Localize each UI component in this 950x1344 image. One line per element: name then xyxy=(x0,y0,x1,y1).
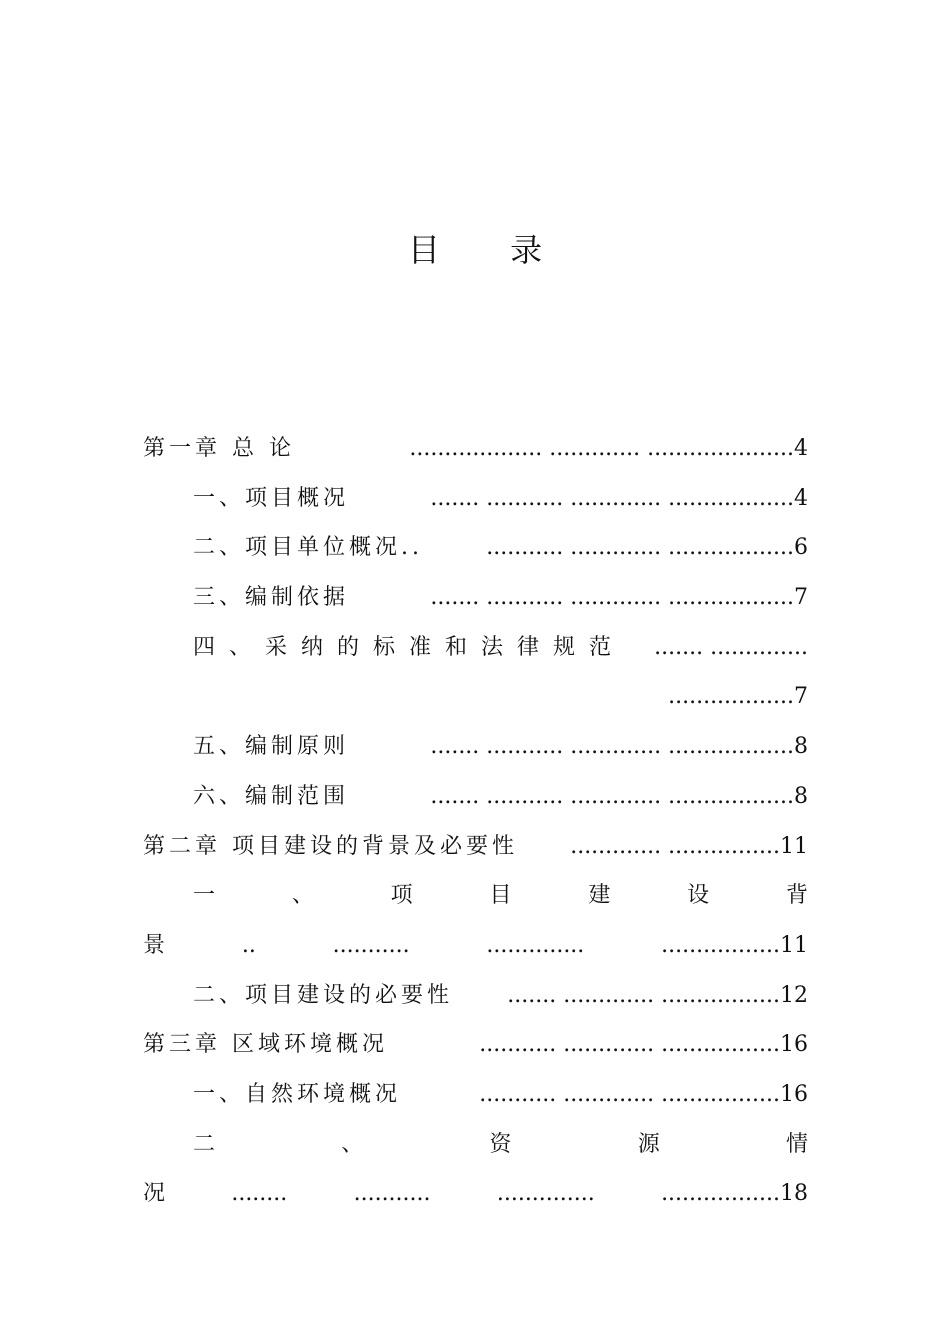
toc-page-number: .................11 xyxy=(661,932,808,958)
toc-entry-text: 六、编制范围 xyxy=(193,783,350,809)
toc-leader-dots: ....... .............. xyxy=(654,634,808,660)
toc-entry-char: 项 xyxy=(390,883,413,909)
toc-page-number: 7 xyxy=(794,585,808,611)
toc-entry-char: 建 xyxy=(588,883,611,909)
toc-page-number: 16 xyxy=(780,1081,808,1107)
toc-leader-dots: ....... ........... ............. .................. xyxy=(430,783,794,809)
toc-page-number: 8 xyxy=(794,734,808,760)
toc-leader-dots: ....... ........... ............. .................. xyxy=(430,734,794,760)
toc-entry-char: 目 xyxy=(489,883,512,909)
toc-page-number: 6 xyxy=(794,535,808,561)
toc-entry-section-3-2[interactable] xyxy=(143,1120,808,1170)
toc-entry-section-2-2[interactable] xyxy=(143,971,808,1021)
toc-entry-char: 况 xyxy=(143,1181,166,1207)
toc-entry-char: 二 xyxy=(193,1131,216,1157)
toc-entry-char: 、 xyxy=(341,1131,364,1157)
toc-leader-dots: ........... ............. .................. xyxy=(486,535,794,561)
toc-leader-dots: ........... ............. ................. xyxy=(479,1032,780,1058)
toc-page-number: 16 xyxy=(780,1032,808,1058)
toc-leader-dots: .................. xyxy=(668,684,794,710)
toc-entry-section-1-3[interactable] xyxy=(143,573,808,623)
toc-entry-text: 第一章 总 论 xyxy=(143,436,295,461)
toc-entry-char: 、 xyxy=(291,883,314,909)
toc-page-number: 12 xyxy=(780,982,808,1008)
toc-entry-chapter-3[interactable] xyxy=(143,1020,808,1070)
toc-entry-char: 源 xyxy=(637,1131,660,1157)
toc-page-number: 7 xyxy=(794,684,808,710)
toc-entry-char: 设 xyxy=(687,883,710,909)
toc-entry-char: 一 xyxy=(193,883,216,909)
toc-entry-char: 资 xyxy=(489,1131,512,1157)
toc-entry-section-1-2[interactable] xyxy=(143,523,808,573)
toc-page-number: 4 xyxy=(794,436,808,461)
toc-leader-dots: .............. xyxy=(496,1181,595,1207)
toc-page-number: 8 xyxy=(794,783,808,809)
toc-entry-text: 二、项目单位概况.. xyxy=(193,535,423,561)
toc-leader-dots: ........... xyxy=(332,932,410,958)
toc-entry-section-1-6[interactable] xyxy=(143,772,808,822)
table-of-contents xyxy=(143,424,808,1219)
toc-leader-dots: ........... ............. ................. xyxy=(479,1081,780,1107)
toc-leader-dots: .. xyxy=(241,932,256,958)
toc-entry-section-2-1[interactable] xyxy=(143,871,808,921)
toc-page-number: 11 xyxy=(780,833,808,859)
toc-entry-char: 背 xyxy=(785,883,808,909)
toc-entry-text: 一、项目概况 xyxy=(193,485,350,511)
toc-entry-text: 二、项目建设的必要性 xyxy=(193,982,454,1008)
toc-leader-dots: ................... ............. ..................... xyxy=(409,436,794,461)
toc-leader-dots: ....... ........... ............. .................. xyxy=(430,585,794,611)
toc-entry-chapter-1[interactable] xyxy=(143,424,808,474)
toc-entry-section-1-5[interactable] xyxy=(143,722,808,772)
toc-entry-char: 景 xyxy=(143,932,166,958)
toc-leader-dots: ....... ........... ............. .................. xyxy=(430,485,794,511)
toc-leader-dots: ....... ............. ................. xyxy=(507,982,780,1008)
toc-leader-dots: ............. ................ xyxy=(570,833,780,859)
toc-entry-section-2-1-continued[interactable] xyxy=(143,921,808,971)
toc-entry-text: 五、编制原则 xyxy=(193,734,350,760)
toc-leader-dots: ........ xyxy=(231,1181,288,1207)
toc-page-number: .................18 xyxy=(661,1181,808,1207)
toc-entry-text: 第三章 区域环境概况 xyxy=(143,1032,388,1058)
page-title: 目 录 xyxy=(407,231,573,269)
toc-entry-section-3-2-continued[interactable] xyxy=(143,1169,808,1219)
toc-entry-text: 一、自然环境概况 xyxy=(193,1081,402,1107)
toc-entry-text: 三、编制依据 xyxy=(193,585,350,611)
toc-entry-section-1-1[interactable] xyxy=(143,474,808,524)
toc-page-number: 4 xyxy=(794,485,808,511)
toc-entry-section-3-1[interactable] xyxy=(143,1070,808,1120)
toc-entry-chapter-2[interactable] xyxy=(143,822,808,872)
toc-leader-dots: .............. xyxy=(486,932,585,958)
toc-entry-text: 第二章 项目建设的背景及必要性 xyxy=(143,833,518,859)
toc-entry-section-1-4[interactable] xyxy=(143,623,808,673)
toc-leader-dots: ........... xyxy=(353,1181,431,1207)
toc-entry-text: 四、采纳的标准和法律规范 xyxy=(193,634,626,660)
toc-entry-section-1-4-continued[interactable] xyxy=(143,672,808,722)
toc-entry-char: 情 xyxy=(785,1131,808,1157)
